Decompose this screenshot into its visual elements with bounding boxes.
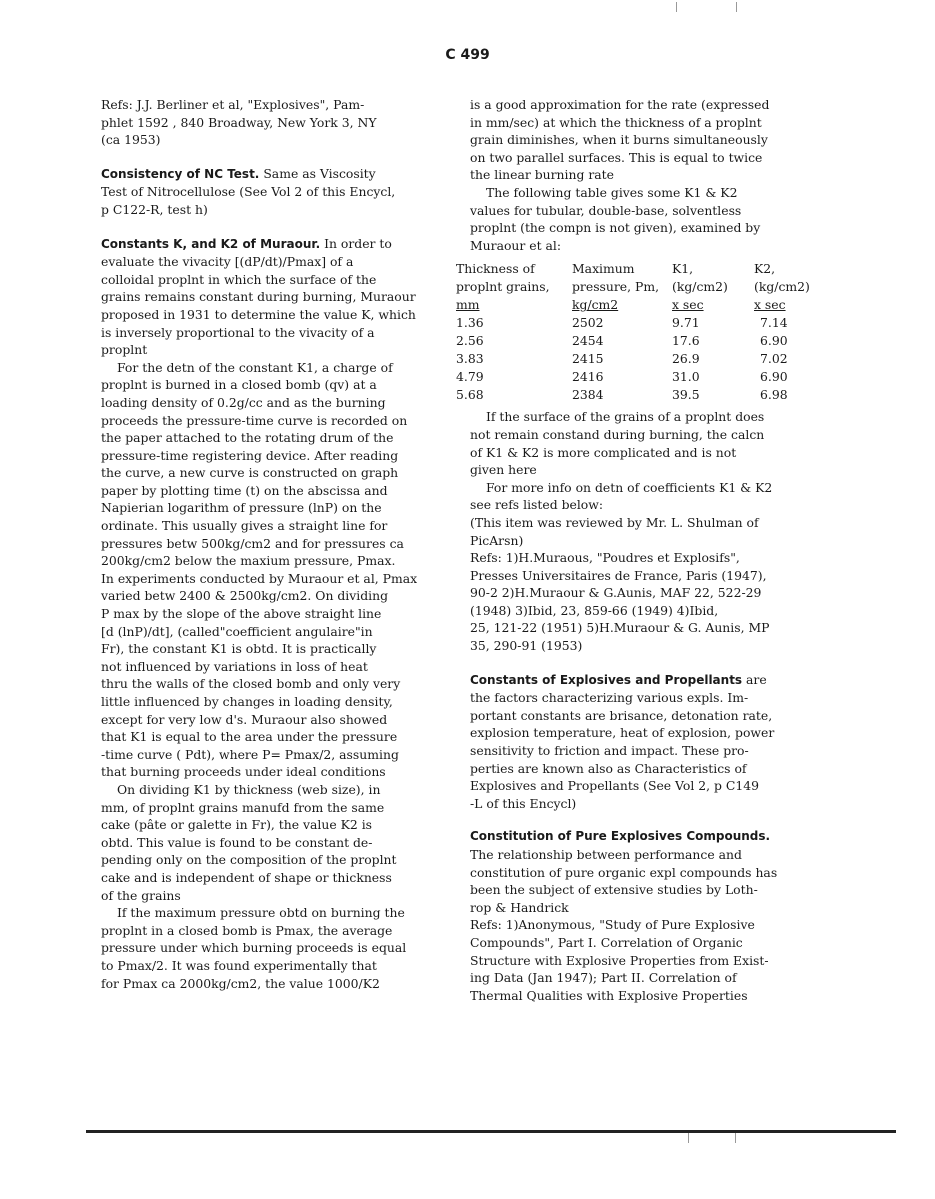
k-line: cake and is independent of shape or thickness — [101, 869, 392, 885]
table-cell: 7.14 — [760, 315, 788, 331]
k-line: On dividing K1 by thickness (web size), in — [117, 781, 381, 797]
k-line: For the detn of the constant K1, a charge of — [117, 359, 393, 375]
table-cell: 4.79 — [456, 369, 484, 385]
const-heading: Constants of Explosives and Propellants — [470, 672, 743, 687]
table-header: (kg/cm2) — [672, 279, 728, 295]
k-values-table — [456, 254, 810, 408]
k-line: pressures betw 500kg/cm2 and for pressures ca — [101, 535, 404, 551]
table-cell: 26.9 — [672, 351, 700, 367]
after-table-line: For more info on detn of coefficients K1 & K2 — [486, 479, 773, 495]
k-line: P max by the slope of the above straight line — [101, 606, 382, 622]
scan-mark — [676, 2, 677, 12]
k-line: proplnt is burned in a closed bomb (qv) at a — [101, 377, 377, 393]
nc-line: p C122-R, test h) — [101, 201, 208, 217]
const-line: -L of this Encycl) — [470, 795, 577, 811]
k-line: -time curve ( Pdt), where P= Pmax/2, assuming — [101, 746, 399, 762]
k-line: little influenced by changes in loading density, — [101, 694, 393, 709]
intro-line: is a good approximation for the rate (expressed — [470, 97, 770, 112]
right-column — [456, 96, 810, 1004]
after-table-line: of K1 & K2 is more complicated and is not — [470, 444, 737, 460]
table-cell: 6.90 — [760, 333, 788, 349]
k-line: of the grains — [101, 887, 181, 903]
intro-line: Muraour et al: — [470, 237, 562, 253]
intro-line: values for tubular, double-base, solventless — [470, 202, 742, 218]
table-cell: 5.68 — [456, 387, 484, 403]
table-cell: 7.02 — [760, 351, 788, 367]
table-header: proplnt grains, — [456, 279, 550, 295]
bottom-rule — [86, 1130, 896, 1133]
k-line: If the maximum pressure obtd on burning the — [117, 905, 405, 921]
after-table-line: 90-2 2)H.Muraour & G.Aunis, MAF 22, 522-29 — [470, 585, 762, 601]
k-heading: Constants K, and K2 of Muraour. — [101, 236, 321, 251]
k-line: mm, of proplnt grains manufd from the same — [101, 799, 385, 815]
refs-line: Refs: J.J. Berliner et al, "Explosives", Pam- — [101, 97, 365, 112]
k-entry — [101, 235, 433, 254]
table-header: kg/cm2 — [572, 297, 619, 313]
table-cell: 2.56 — [456, 333, 484, 349]
k-line: loading density of 0.2g/cc and as the burning — [101, 394, 386, 410]
table-cell: 6.90 — [760, 369, 788, 385]
constit-line: ing Data (Jan 1947); Part II. Correlation of — [470, 970, 737, 986]
constit-line: been the subject of extensive studies by Loth- — [470, 882, 758, 898]
k-line: [d (lnP)/dt], (called"coefficient angulaire"in — [101, 623, 373, 639]
constit-heading: Constitution of Pure Explosives Compounds. — [470, 829, 771, 844]
after-table-line: (1948) 3)Ibid, 23, 859-66 (1949) 4)Ibid, — [470, 602, 719, 618]
constit-line: The relationship between performance and — [470, 847, 742, 862]
left-column — [101, 96, 433, 992]
k-line: 200kg/cm2 below the maxium pressure, Pmax. — [101, 553, 396, 569]
k-line: evaluate the vivacity [(dP/dt)/Pmax] of a — [101, 254, 354, 270]
k-line: paper by plotting time (t) on the abscissa and — [101, 482, 388, 498]
table-cell: 39.5 — [672, 387, 700, 403]
table-header: K2, — [754, 261, 776, 277]
k-line: the paper attached to the rotating drum of the — [101, 430, 394, 446]
k-line: In experiments conducted by Muraour et al, Pmax — [101, 570, 418, 586]
after-table-line: 25, 121-22 (1951) 5)H.Muraour & G. Aunis, MP — [470, 620, 770, 636]
const-line: sensitivity to friction and impact. These pro- — [470, 743, 749, 759]
refs-line: (ca 1953) — [101, 132, 161, 148]
table-cell: 2502 — [572, 315, 604, 331]
table-cell: 6.98 — [760, 387, 788, 403]
k-line: proplnt in a closed bomb is Pmax, the average — [101, 922, 393, 938]
k-line: that K1 is equal to the area under the pressure — [101, 729, 398, 745]
after-table-line: If the surface of the grains of a proplnt does — [486, 409, 765, 425]
table-cell: 2415 — [572, 351, 604, 367]
intro-line: grain diminishes, when it burns simultaneously — [470, 132, 768, 148]
k-line: pressure-time registering device. After reading — [101, 447, 399, 463]
intro-line: on two parallel surfaces. This is equal to twice — [470, 149, 763, 165]
after-table-line: given here — [470, 462, 537, 478]
k-line: pressure under which burning proceeds is equal — [101, 940, 407, 956]
constit-line: constitution of pure organic expl compounds has — [470, 864, 778, 880]
nc-entry — [101, 165, 433, 184]
table-header: Thickness of — [456, 261, 535, 277]
scan-mark — [735, 1133, 736, 1143]
const-line: portant constants are brisance, detonation rate, — [470, 707, 773, 723]
intro-line: The following table gives some K1 & K2 — [486, 184, 738, 200]
constit-line: Thermal Qualities with Explosive Properties — [470, 987, 748, 1003]
table-header: mm — [456, 297, 480, 313]
k-line: that burning proceeds under ideal conditions — [101, 764, 386, 780]
k-line: not influenced by variations in loss of heat — [101, 658, 368, 674]
table-cell: 3.83 — [456, 351, 484, 367]
table-header: pressure, Pm, — [572, 279, 660, 295]
table-header: x sec — [754, 297, 786, 313]
scan-mark — [688, 1133, 689, 1143]
table-header: x sec — [672, 297, 704, 313]
table-header: (kg/cm2) — [754, 279, 810, 295]
k-line: Napierian logarithm of pressure (lnP) on the — [101, 500, 382, 516]
k-line: varied betw 2400 & 2500kg/cm2. On dividing — [101, 588, 389, 604]
k-line: colloidal proplnt in which the surface of the — [101, 271, 377, 287]
constit-line: rop & Handrick — [470, 899, 569, 915]
const-line: explosion temperature, heat of explosion, power — [470, 725, 775, 741]
after-table-line: see refs listed below: — [470, 497, 604, 513]
nc-line: Test of Nitrocellulose (See Vol 2 of this Encycl, — [101, 184, 396, 200]
intro-line: proplnt (the compn is not given), examined by — [470, 220, 761, 236]
k-line: proceeds the pressure-time curve is recorded on — [101, 412, 408, 428]
constit-line: Refs: 1)Anonymous, "Study of Pure Explosive — [470, 917, 755, 933]
const-line: perties are known also as Characteristics of — [470, 760, 747, 776]
constit-line: Structure with Explosive Properties from Exist- — [470, 952, 769, 968]
const-line: the factors characterizing various expls. Im- — [470, 690, 749, 706]
table-header: Maximum — [572, 261, 635, 277]
after-table-line: Refs: 1)H.Muraous, "Poudres et Explosifs", — [470, 550, 740, 566]
k-line: In order to — [320, 235, 392, 251]
after-table-line: Presses Universitaires de France, Paris (1947), — [470, 567, 767, 583]
table-cell: 2454 — [572, 333, 604, 349]
after-table-line: not remain constand during burning, the calcn — [470, 426, 765, 442]
intro-line: in mm/sec) at which the thickness of a proplnt — [470, 114, 762, 130]
after-table-line: PicArsn) — [470, 532, 524, 548]
refs-line: phlet 1592 , 840 Broadway, New York 3, NY — [101, 114, 377, 130]
table-cell: 17.6 — [672, 333, 700, 349]
k-line: ordinate. This usually gives a straight line for — [101, 518, 388, 534]
k-line: is inversely proportional to the vivacity of a — [101, 324, 375, 340]
table-cell: 2416 — [572, 369, 604, 385]
intro-line: the linear burning rate — [470, 167, 614, 183]
k-line: thru the walls of the closed bomb and only very — [101, 676, 401, 692]
scan-mark — [736, 2, 737, 12]
table-header: K1, — [672, 261, 694, 277]
k-line: pending only on the composition of the proplnt — [101, 852, 397, 868]
k-line: grains remains constant during burning, Muraour — [101, 289, 416, 305]
k-line: the curve, a new curve is constructed on graph — [101, 465, 399, 481]
const-line: are — [742, 671, 767, 687]
nc-line: Same as Viscosity — [259, 165, 376, 181]
k-line: except for very low d's. Muraour also showed — [101, 711, 388, 727]
table-cell: 2384 — [572, 387, 604, 403]
page-header: C 499 — [445, 47, 490, 63]
k-line: cake (pâte or galette in Fr), the value K2 is — [101, 817, 373, 833]
k-line: obtd. This value is found to be constant de- — [101, 834, 373, 850]
table-cell: 31.0 — [672, 369, 700, 385]
const-line: Explosives and Propellants (See Vol 2, p C149 — [470, 778, 759, 794]
after-table-line: (This item was reviewed by Mr. L. Shulman of — [470, 514, 759, 530]
table-cell: 1.36 — [456, 315, 484, 331]
k-line: for Pmax ca 2000kg/cm2, the value 1000/K2 — [101, 975, 380, 991]
k-line: to Pmax/2. It was found experimentally that — [101, 957, 377, 973]
k-line: Fr), the constant K1 is obtd. It is practically — [101, 641, 377, 657]
k-line: proplnt — [101, 342, 148, 358]
nc-heading: Consistency of NC Test. — [101, 166, 260, 181]
k-line: proposed in 1931 to determine the value K, which — [101, 306, 416, 322]
after-table-line: 35, 290-91 (1953) — [470, 638, 583, 654]
constit-line: Compounds", Part I. Correlation of Organic — [470, 934, 743, 950]
const-entry — [470, 671, 804, 690]
table-cell: 9.71 — [672, 315, 700, 331]
